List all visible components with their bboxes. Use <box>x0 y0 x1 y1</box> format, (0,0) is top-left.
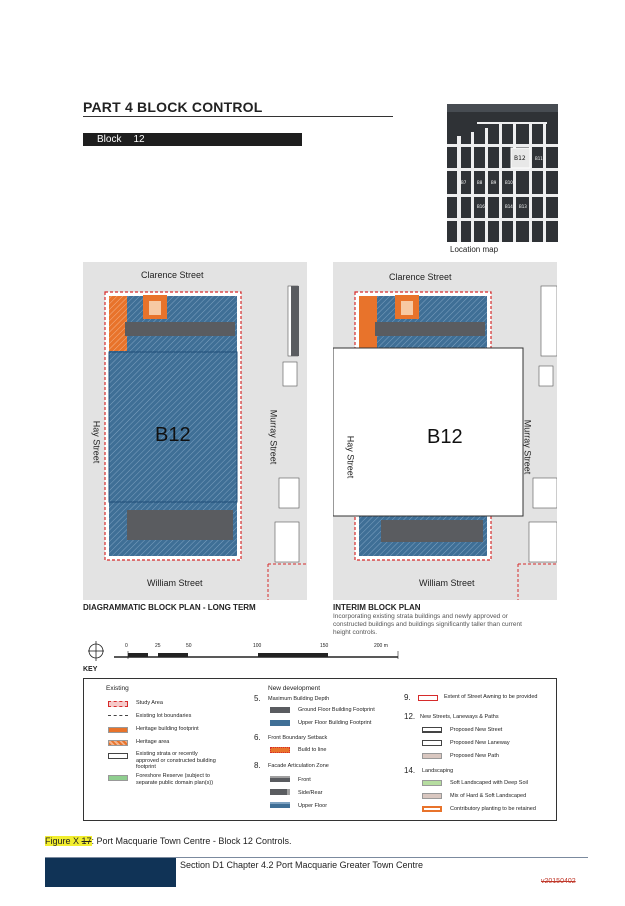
legend-swatch <box>418 695 438 701</box>
figure-caption-text: : Port Macquarie Town Centre - Block 12 Controls. <box>91 836 292 846</box>
legend-group-heading: Maximum Building Depth <box>268 696 330 702</box>
street-label-south: William Street <box>419 578 475 588</box>
legend-item: Side/Rear <box>298 790 323 796</box>
legend-item: Soft Landscaped with Deep Soil <box>450 780 528 786</box>
page-title: PART 4 BLOCK CONTROL <box>83 99 263 115</box>
legend-item: Front <box>298 777 311 783</box>
scale-tick: 0 <box>125 643 128 649</box>
legend-swatch <box>270 776 290 782</box>
plan-caption-interim: INTERIM BLOCK PLAN <box>333 603 421 612</box>
street-label-south: William Street <box>147 578 203 588</box>
block-number: 12 <box>133 134 145 145</box>
footer-section-title: Section D1 Chapter 4.2 Port Macquarie Greater Town Centre <box>180 860 423 870</box>
legend-item: Ground Floor Building Footprint <box>298 707 375 713</box>
locmap-label: B9 <box>491 180 497 185</box>
locmap-label: B8 <box>477 180 483 185</box>
legend-group-number: 14. <box>404 766 416 775</box>
scale-tick: 200 m <box>374 643 388 649</box>
legend-item: Heritage building footprint <box>136 726 199 732</box>
key-title: KEY <box>83 666 98 673</box>
street-label-east: Murray Street <box>268 409 279 465</box>
legend-item: Existing strata or recently approved or constructed building footprint <box>136 751 216 770</box>
block-banner <box>83 133 302 146</box>
plan-subcaption-interim: Incorporating existing strata buildings and newly approved or constructed buildings and buildings significantly taller than current height controls. <box>333 613 522 636</box>
legend-swatch <box>270 802 290 808</box>
locmap-label: B11 <box>535 156 543 161</box>
legend-item: Heritage area <box>136 739 170 745</box>
legend-swatch <box>270 747 290 753</box>
legend-group-heading: Landscaping <box>422 768 454 774</box>
location-map <box>447 104 558 242</box>
locmap-label: B12 <box>514 155 526 162</box>
legend-swatch <box>108 715 128 721</box>
legend-item: Proposed New Path <box>450 753 499 759</box>
scale-tick: 50 <box>186 643 192 649</box>
legend-group-number: 8. <box>254 761 261 770</box>
legend-swatch <box>270 720 290 726</box>
legend-swatch <box>108 727 128 733</box>
footer-color-block <box>45 858 176 887</box>
legend-item: Contributory planting to be retained <box>450 806 536 812</box>
legend-item: Mix of Hard & Soft Landscaped <box>450 793 527 799</box>
scale-tick: 150 <box>320 643 329 649</box>
street-label-west: Hay Street <box>345 435 356 479</box>
legend-group-number: 12. <box>404 712 416 721</box>
legend-item: Build to line <box>298 747 327 753</box>
scale-tick: 25 <box>155 643 161 649</box>
legend-swatch <box>422 727 442 733</box>
figure-caption-prefix: Figure X <box>45 836 82 846</box>
legend-item: Existing lot boundaries <box>136 713 192 719</box>
legend-item: Upper Floor <box>298 803 328 809</box>
block-label: Block <box>97 134 122 145</box>
legend-swatch <box>422 740 442 746</box>
legend-group-heading: Front Boundary Setback <box>268 735 328 741</box>
locmap-label: B7 <box>461 180 467 185</box>
location-map-caption: Location map <box>450 245 499 254</box>
legend-group-number: 6. <box>254 733 261 742</box>
legend-swatch <box>108 740 128 746</box>
locmap-label: B13 <box>519 204 527 209</box>
legend-item: Foreshore Reserve (subject to separate public domain plan(s)) <box>136 773 214 786</box>
locmap-label: B10 <box>505 180 513 185</box>
block-plan-interim <box>333 262 557 600</box>
legend-group-heading: Facade Articulation Zone <box>268 763 329 769</box>
legend-group-heading: New Streets, Laneways & Paths <box>420 714 499 720</box>
locmap-label: B16 <box>477 204 485 209</box>
legend-item: Proposed New Street <box>450 727 503 733</box>
title-divider <box>83 116 393 117</box>
footer-version: v20150402 <box>541 878 576 885</box>
figure-caption <box>45 836 291 846</box>
legend-group-heading: Extent of Street Awning to be provided <box>444 694 538 700</box>
legend-swatch <box>422 753 442 759</box>
legend-item: Upper Floor Building Footprint <box>298 720 372 726</box>
block-id-label: B12 <box>155 424 191 446</box>
legend-item: Study Area <box>136 700 163 706</box>
street-label-north: Clarence Street <box>389 272 452 282</box>
street-label-west: Hay Street <box>91 420 102 464</box>
legend-swatch <box>270 789 290 795</box>
legend-heading-existing: Existing <box>106 685 129 692</box>
legend-swatch <box>108 701 128 707</box>
street-label-east: Murray Street <box>522 419 533 475</box>
scale-tick: 100 <box>253 643 262 649</box>
street-label-north: Clarence Street <box>141 270 204 280</box>
legend-item: Proposed New Laneway <box>450 740 510 746</box>
legend-heading-new-development: New development <box>268 685 321 692</box>
figure-caption-struck-number: 17 <box>81 836 92 846</box>
legend-group-number: 9. <box>404 693 411 702</box>
block-plan-long-term <box>83 262 307 600</box>
legend-swatch <box>108 753 128 759</box>
legend-swatch <box>108 775 128 781</box>
scale-bar <box>88 641 400 667</box>
legend-swatch <box>422 793 442 799</box>
legend-swatch <box>422 806 442 812</box>
legend-box <box>83 678 557 821</box>
locmap-label: B14 <box>505 204 513 209</box>
block-id-label: B12 <box>427 426 463 448</box>
legend-swatch <box>422 780 442 786</box>
legend-group-number: 5. <box>254 694 261 703</box>
legend-swatch <box>270 707 290 713</box>
plan-caption-long-term: DIAGRAMMATIC BLOCK PLAN - LONG TERM <box>83 603 256 612</box>
